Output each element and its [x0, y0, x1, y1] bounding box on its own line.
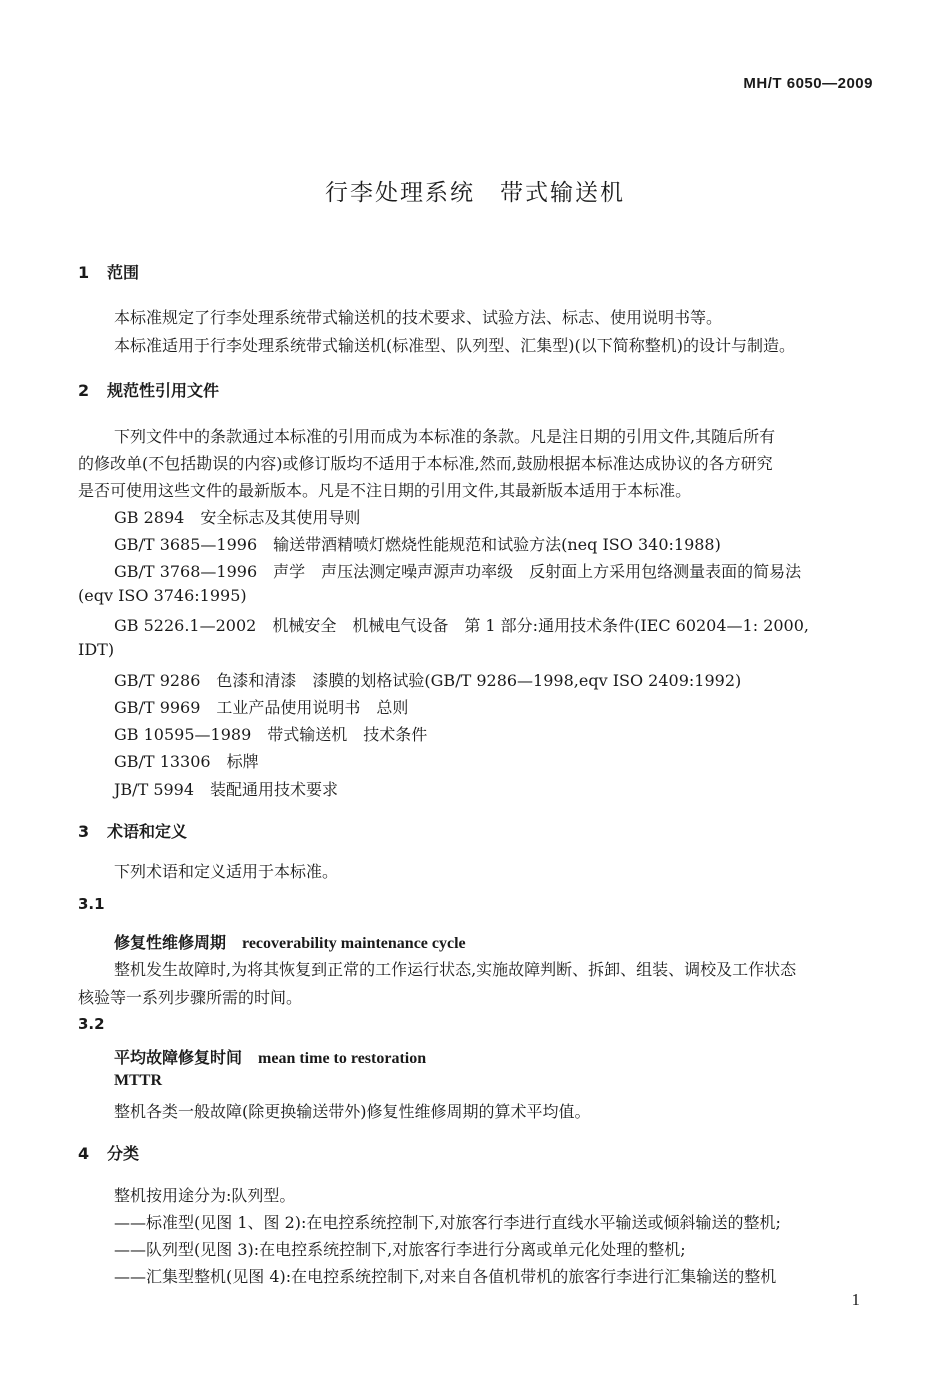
reference-item: GB/T 13306 标牌	[114, 752, 259, 771]
reference-item: GB/T 9969 工业产品使用说明书 总则	[114, 698, 409, 717]
section-title: 分类	[107, 1144, 140, 1163]
section-number: 3	[78, 822, 90, 841]
term-abbreviation: MTTR	[114, 1072, 162, 1089]
paragraph: 本标准规定了行李处理系统带式输送机的技术要求、试验方法、标志、使用说明书等。	[114, 308, 723, 327]
section-1-heading	[78, 260, 139, 283]
paragraph: 下列术语和定义适用于本标准。	[114, 862, 339, 881]
document-title: 行李处理系统 带式输送机	[325, 180, 625, 206]
list-item: ——标准型(见图 1、图 2):在电控系统控制下,对旅客行李进行直线水平输送或倾斜输送的整机;	[114, 1213, 781, 1232]
list-item: ——汇集型整机(见图 4):在电控系统控制下,对来自各值机带机的旅客行李进行汇集输送的整机	[114, 1267, 777, 1286]
definition-line: 整机发生故障时,为将其恢复到正常的工作运行状态,实施故障判断、拆卸、组装、调校及工作状态	[114, 960, 797, 979]
paragraph-line: 是否可使用这些文件的最新版本。凡是不注日期的引用文件,其最新版本适用于本标准。	[78, 481, 692, 500]
section-title: 范围	[107, 263, 140, 282]
page-number: 1	[851, 1290, 860, 1309]
term-entry	[114, 1045, 426, 1068]
reference-item: GB 2894 安全标志及其使用导则	[114, 508, 361, 527]
paragraph-line: 的修改单(不包括勘误的内容)或修订版均不适用于本标准,然而,鼓励根据本标准达成协议的各方研究	[78, 454, 773, 473]
section-2-heading	[78, 378, 219, 401]
reference-item-continued: (eqv ISO 3746:1995)	[78, 586, 247, 605]
section-3-heading	[78, 819, 187, 842]
definition-line: 整机各类一般故障(除更换输送带外)修复性维修周期的算术平均值。	[114, 1102, 591, 1121]
subsection-number: 3.1	[78, 895, 105, 913]
reference-item-continued: IDT)	[78, 640, 115, 659]
section-title: 规范性引用文件	[107, 381, 220, 400]
subsection-number: 3.2	[78, 1015, 105, 1033]
section-4-heading	[78, 1141, 139, 1164]
reference-item: GB/T 3685—1996 输送带酒精喷灯燃烧性能规范和试验方法(neq ISO 340:1988)	[114, 535, 721, 554]
paragraph-line: 下列文件中的条款通过本标准的引用而成为本标准的条款。凡是注日期的引用文件,其随后所有	[114, 427, 776, 446]
reference-item: GB/T 9286 色漆和清漆 漆膜的划格试验(GB/T 9286—1998,eqv ISO 2409:1992)	[114, 671, 742, 690]
term-english: recoverability maintenance cycle	[242, 935, 466, 952]
section-number: 1	[78, 263, 90, 282]
term-entry	[114, 930, 466, 953]
list-item: ——队列型(见图 3):在电控系统控制下,对旅客行李进行分离或单元化处理的整机;	[114, 1240, 686, 1259]
section-number: 2	[78, 381, 90, 400]
standard-code: MH/T 6050—2009	[743, 75, 873, 92]
reference-item: GB 10595—1989 带式输送机 技术条件	[114, 725, 428, 744]
definition-line: 核验等一系列步骤所需的时间。	[78, 988, 303, 1007]
reference-item: GB/T 3768—1996 声学 声压法测定噪声源声功率级 反射面上方采用包络测量表面的简易法	[114, 562, 802, 581]
term-chinese: 修复性维修周期	[114, 933, 227, 952]
section-number: 4	[78, 1144, 90, 1163]
reference-item: GB 5226.1—2002 机械安全 机械电气设备 第 1 部分:通用技术条件(IEC 60204—1: 2000,	[114, 616, 810, 635]
section-title: 术语和定义	[107, 822, 188, 841]
paragraph: 本标准适用于行李处理系统带式输送机(标准型、队列型、汇集型)(以下简称整机)的设计与制造。	[114, 336, 795, 355]
reference-item: JB/T 5994 装配通用技术要求	[114, 780, 339, 799]
term-english: mean time to restoration	[258, 1050, 427, 1067]
term-chinese: 平均故障修复时间	[114, 1048, 243, 1067]
paragraph: 整机按用途分为:队列型。	[114, 1186, 296, 1205]
